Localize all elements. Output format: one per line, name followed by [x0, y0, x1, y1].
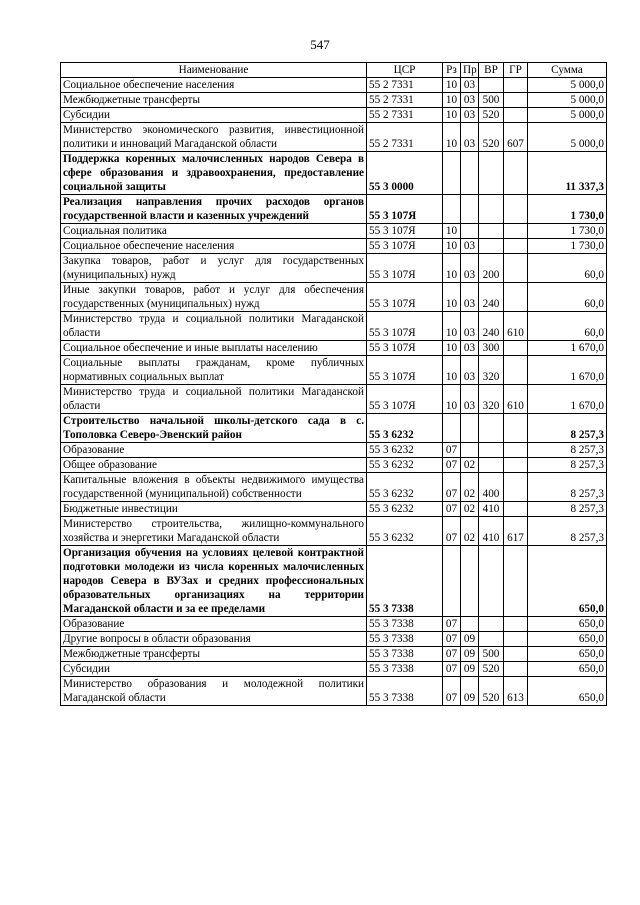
cell-gr: 607: [504, 123, 528, 152]
cell-pr: 09: [461, 632, 479, 647]
cell-rz: 07: [443, 677, 461, 706]
cell-sum: 60,0: [528, 283, 607, 312]
cell-vr: [479, 414, 504, 443]
cell-name: Другие вопросы в области образования: [61, 632, 367, 647]
cell-rz: 10: [443, 93, 461, 108]
cell-vr: 520: [479, 677, 504, 706]
cell-csr: 55 3 7338: [367, 617, 443, 632]
cell-csr: 55 3 107Я: [367, 385, 443, 414]
cell-rz: [443, 195, 461, 224]
cell-pr: 03: [461, 123, 479, 152]
cell-pr: 09: [461, 677, 479, 706]
cell-rz: 07: [443, 662, 461, 677]
cell-vr: [479, 195, 504, 224]
cell-name: Социальные выплаты гражданам, кроме публичных нормативных социальных выплат: [61, 356, 367, 385]
cell-pr: [461, 414, 479, 443]
cell-rz: 10: [443, 356, 461, 385]
cell-sum: 8 257,3: [528, 414, 607, 443]
cell-csr: 55 3 107Я: [367, 239, 443, 254]
cell-vr: [479, 78, 504, 93]
cell-sum: 5 000,0: [528, 108, 607, 123]
table-row: [61, 473, 607, 502]
cell-name: Субсидии: [61, 662, 367, 677]
cell-gr: [504, 93, 528, 108]
table-row: [61, 517, 607, 546]
cell-name: Министерство образования и молодежной политики Магаданской области: [61, 677, 367, 706]
cell-gr: [504, 108, 528, 123]
cell-name: Межбюджетные трансферты: [61, 93, 367, 108]
cell-pr: [461, 443, 479, 458]
cell-sum: 1 670,0: [528, 341, 607, 356]
cell-name: Социальное обеспечение населения: [61, 239, 367, 254]
cell-name: Субсидии: [61, 108, 367, 123]
cell-rz: 07: [443, 517, 461, 546]
cell-sum: 5 000,0: [528, 78, 607, 93]
cell-rz: 10: [443, 78, 461, 93]
cell-rz: 10: [443, 385, 461, 414]
cell-name: Министерство строительства, жилищно-коммунального хозяйства и энергетики Магаданской области: [61, 517, 367, 546]
cell-gr: [504, 647, 528, 662]
cell-gr: [504, 254, 528, 283]
cell-name: Министерство труда и социальной политики Магаданской области: [61, 385, 367, 414]
cell-pr: [461, 152, 479, 195]
cell-name: Социальное обеспечение населения: [61, 78, 367, 93]
cell-sum: 11 337,3: [528, 152, 607, 195]
cell-csr: 55 2 7331: [367, 78, 443, 93]
table-row: [61, 356, 607, 385]
table-row: [61, 93, 607, 108]
cell-rz: 07: [443, 647, 461, 662]
cell-gr: 610: [504, 385, 528, 414]
cell-vr: 520: [479, 123, 504, 152]
table-row: [61, 341, 607, 356]
cell-vr: [479, 443, 504, 458]
cell-csr: 55 3 6232: [367, 502, 443, 517]
cell-vr: 500: [479, 647, 504, 662]
cell-gr: [504, 662, 528, 677]
cell-csr: 55 3 7338: [367, 546, 443, 617]
cell-gr: [504, 341, 528, 356]
cell-csr: 55 3 107Я: [367, 224, 443, 239]
cell-rz: [443, 414, 461, 443]
cell-csr: 55 3 107Я: [367, 341, 443, 356]
cell-csr: 55 3 0000: [367, 152, 443, 195]
cell-sum: 5 000,0: [528, 123, 607, 152]
cell-sum: 60,0: [528, 312, 607, 341]
cell-csr: 55 3 7338: [367, 632, 443, 647]
budget-table: [60, 62, 607, 706]
cell-rz: 10: [443, 239, 461, 254]
cell-pr: 03: [461, 239, 479, 254]
cell-csr: 55 2 7331: [367, 93, 443, 108]
cell-name: Министерство экономического развития, инвестиционной политики и инноваций Магаданской области: [61, 123, 367, 152]
cell-sum: 8 257,3: [528, 443, 607, 458]
table-row: [61, 312, 607, 341]
cell-vr: 300: [479, 341, 504, 356]
cell-gr: 617: [504, 517, 528, 546]
table-row: [61, 647, 607, 662]
cell-csr: 55 3 7338: [367, 662, 443, 677]
cell-gr: [504, 458, 528, 473]
cell-sum: 8 257,3: [528, 502, 607, 517]
table-row: [61, 152, 607, 195]
cell-gr: [504, 78, 528, 93]
cell-gr: 610: [504, 312, 528, 341]
cell-gr: [504, 239, 528, 254]
cell-vr: 500: [479, 93, 504, 108]
cell-vr: 240: [479, 283, 504, 312]
table-row: [61, 283, 607, 312]
table-row: [61, 123, 607, 152]
cell-rz: 10: [443, 108, 461, 123]
header-vr: ВР: [479, 63, 504, 78]
table-row: [61, 414, 607, 443]
cell-sum: 8 257,3: [528, 517, 607, 546]
table-row: [61, 195, 607, 224]
cell-pr: 03: [461, 254, 479, 283]
cell-sum: 1 730,0: [528, 195, 607, 224]
cell-sum: 650,0: [528, 632, 607, 647]
cell-csr: 55 3 6232: [367, 458, 443, 473]
cell-sum: 1 730,0: [528, 224, 607, 239]
cell-rz: 10: [443, 224, 461, 239]
cell-vr: 320: [479, 356, 504, 385]
table-header-row: [61, 63, 607, 78]
cell-pr: [461, 195, 479, 224]
cell-rz: 10: [443, 312, 461, 341]
cell-pr: 03: [461, 93, 479, 108]
cell-vr: 520: [479, 108, 504, 123]
cell-name: Поддержка коренных малочисленных народов Севера в сфере образования и здравоохранения, предоставление социальной защиты: [61, 152, 367, 195]
cell-pr: 09: [461, 662, 479, 677]
cell-pr: 02: [461, 517, 479, 546]
cell-name: Общее образование: [61, 458, 367, 473]
cell-name: Организация обучения на условиях целевой контрактной подготовки молодежи из числа коренных малочисленных народов Севера в ВУЗах и средних профессиональных образовательных организациях на территории Магаданской области и за ее пределами: [61, 546, 367, 617]
header-sum: Сумма: [528, 63, 607, 78]
table-row: [61, 78, 607, 93]
cell-csr: 55 3 7338: [367, 647, 443, 662]
cell-vr: 320: [479, 385, 504, 414]
cell-pr: 02: [461, 502, 479, 517]
cell-gr: [504, 443, 528, 458]
table-row: [61, 677, 607, 706]
cell-pr: [461, 224, 479, 239]
table-row: [61, 254, 607, 283]
cell-sum: 8 257,3: [528, 473, 607, 502]
cell-pr: 09: [461, 647, 479, 662]
table-row: [61, 502, 607, 517]
cell-pr: 03: [461, 341, 479, 356]
cell-rz: 07: [443, 473, 461, 502]
cell-vr: [479, 152, 504, 195]
cell-csr: 55 2 7331: [367, 108, 443, 123]
cell-gr: [504, 617, 528, 632]
header-rz: Рз: [443, 63, 461, 78]
cell-name: Бюджетные инвестиции: [61, 502, 367, 517]
cell-csr: 55 3 107Я: [367, 312, 443, 341]
table-row: [61, 385, 607, 414]
page-number: 547: [310, 37, 330, 52]
cell-csr: 55 3 107Я: [367, 283, 443, 312]
cell-rz: 07: [443, 458, 461, 473]
cell-gr: 613: [504, 677, 528, 706]
cell-pr: [461, 617, 479, 632]
cell-rz: 10: [443, 123, 461, 152]
cell-vr: [479, 632, 504, 647]
cell-csr: 55 3 6232: [367, 443, 443, 458]
cell-vr: 240: [479, 312, 504, 341]
cell-gr: [504, 414, 528, 443]
header-pr: Пр: [461, 63, 479, 78]
header-name: Наименование: [61, 63, 367, 78]
cell-pr: 02: [461, 473, 479, 502]
cell-gr: [504, 546, 528, 617]
table-row: [61, 458, 607, 473]
cell-vr: [479, 224, 504, 239]
cell-pr: 03: [461, 356, 479, 385]
cell-vr: 520: [479, 662, 504, 677]
cell-pr: 03: [461, 108, 479, 123]
cell-csr: 55 3 107Я: [367, 195, 443, 224]
cell-pr: 03: [461, 283, 479, 312]
cell-csr: 55 2 7331: [367, 123, 443, 152]
cell-name: Образование: [61, 443, 367, 458]
cell-rz: 10: [443, 341, 461, 356]
cell-rz: [443, 546, 461, 617]
cell-csr: 55 3 6232: [367, 414, 443, 443]
cell-sum: 650,0: [528, 546, 607, 617]
cell-rz: 07: [443, 632, 461, 647]
cell-sum: 1 730,0: [528, 239, 607, 254]
cell-sum: 650,0: [528, 662, 607, 677]
header-csr: ЦСР: [367, 63, 443, 78]
cell-pr: 02: [461, 458, 479, 473]
cell-pr: [461, 546, 479, 617]
cell-rz: 10: [443, 283, 461, 312]
table-row: [61, 662, 607, 677]
cell-sum: 1 670,0: [528, 356, 607, 385]
table-row: [61, 443, 607, 458]
cell-name: Капитальные вложения в объекты недвижимого имущества государственной (муниципальной) собственности: [61, 473, 367, 502]
cell-gr: [504, 632, 528, 647]
cell-name: Межбюджетные трансферты: [61, 647, 367, 662]
cell-gr: [504, 195, 528, 224]
cell-sum: 8 257,3: [528, 458, 607, 473]
table-row: [61, 632, 607, 647]
cell-vr: [479, 458, 504, 473]
cell-name: Социальное обеспечение и иные выплаты населению: [61, 341, 367, 356]
cell-name: Закупка товаров, работ и услуг для государственных (муниципальных) нужд: [61, 254, 367, 283]
cell-pr: 03: [461, 312, 479, 341]
table-row: [61, 108, 607, 123]
cell-vr: 410: [479, 517, 504, 546]
cell-rz: 07: [443, 617, 461, 632]
cell-pr: 03: [461, 78, 479, 93]
cell-gr: [504, 502, 528, 517]
table-row: [61, 239, 607, 254]
cell-name: Иные закупки товаров, работ и услуг для обеспечения государственных (муниципальных) нужд: [61, 283, 367, 312]
cell-csr: 55 3 107Я: [367, 356, 443, 385]
table-row: [61, 546, 607, 617]
cell-name: Реализация направления прочих расходов органов государственной власти и казенных учреждений: [61, 195, 367, 224]
cell-csr: 55 3 6232: [367, 517, 443, 546]
cell-rz: [443, 152, 461, 195]
table-row: [61, 224, 607, 239]
cell-rz: 07: [443, 502, 461, 517]
cell-gr: [504, 473, 528, 502]
cell-csr: 55 3 6232: [367, 473, 443, 502]
cell-pr: 03: [461, 385, 479, 414]
cell-vr: 400: [479, 473, 504, 502]
cell-sum: 1 670,0: [528, 385, 607, 414]
cell-sum: 5 000,0: [528, 93, 607, 108]
cell-sum: 60,0: [528, 254, 607, 283]
header-gr: ГР: [504, 63, 528, 78]
table-row: [61, 617, 607, 632]
cell-vr: 410: [479, 502, 504, 517]
cell-sum: 650,0: [528, 617, 607, 632]
cell-vr: [479, 239, 504, 254]
cell-gr: [504, 224, 528, 239]
cell-gr: [504, 283, 528, 312]
cell-sum: 650,0: [528, 647, 607, 662]
cell-name: Министерство труда и социальной политики Магаданской области: [61, 312, 367, 341]
cell-vr: [479, 617, 504, 632]
cell-name: Образование: [61, 617, 367, 632]
cell-csr: 55 3 107Я: [367, 254, 443, 283]
cell-rz: 10: [443, 254, 461, 283]
cell-name: Строительство начальной школы-детского сада в с. Тополовка Северо-Эвенский район: [61, 414, 367, 443]
cell-vr: 200: [479, 254, 504, 283]
cell-sum: 650,0: [528, 677, 607, 706]
cell-csr: 55 3 7338: [367, 677, 443, 706]
cell-name: Социальная политика: [61, 224, 367, 239]
cell-gr: [504, 356, 528, 385]
cell-vr: [479, 546, 504, 617]
cell-rz: 07: [443, 443, 461, 458]
cell-gr: [504, 152, 528, 195]
